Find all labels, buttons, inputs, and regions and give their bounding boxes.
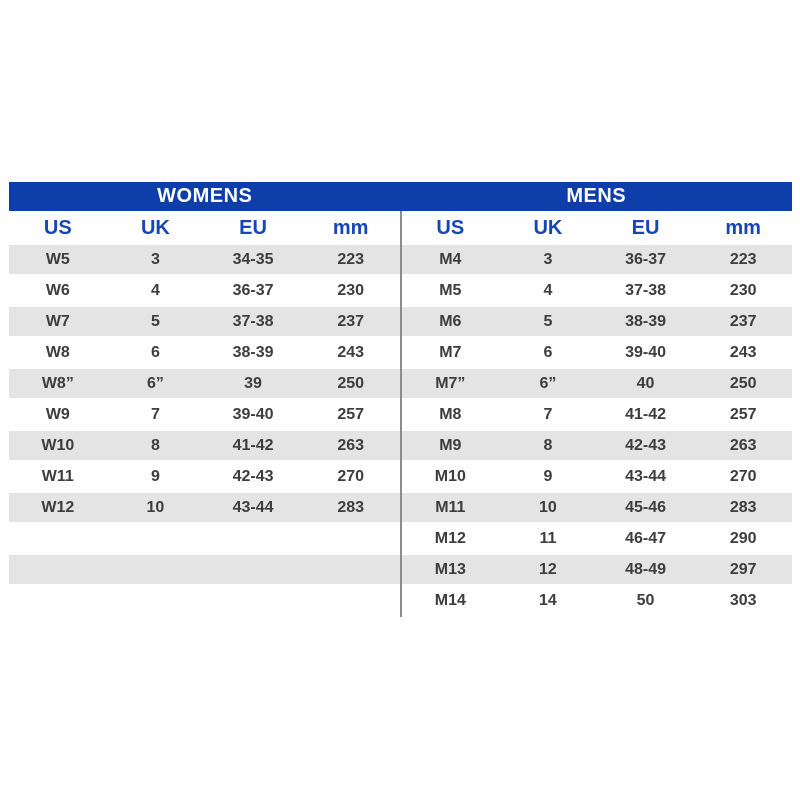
- mens-table-header: [402, 211, 793, 245]
- table-row: [402, 554, 793, 585]
- table-row: [9, 461, 400, 492]
- table-cell: [302, 554, 400, 585]
- column-header: US: [9, 211, 107, 245]
- table-cell: 243: [694, 337, 792, 368]
- column-header: mm: [302, 211, 400, 245]
- table-cell: W5: [9, 245, 107, 275]
- table-cell: 3: [107, 245, 205, 275]
- table-cell: 283: [302, 492, 400, 523]
- table-cell: [9, 554, 107, 585]
- table-cell: M13: [402, 554, 500, 585]
- table-cell: 6”: [499, 368, 597, 399]
- table-cell: 223: [694, 245, 792, 275]
- table-cell: 14: [499, 585, 597, 616]
- table-cell: 290: [694, 523, 792, 554]
- table-row: [9, 430, 400, 461]
- header-row: [9, 211, 400, 245]
- table-cell: M7: [402, 337, 500, 368]
- table-cell: 263: [694, 430, 792, 461]
- table-cell: 230: [302, 275, 400, 306]
- size-chart: [9, 182, 792, 617]
- table-cell: 38-39: [204, 337, 302, 368]
- mens-section-title: MENS: [566, 185, 627, 207]
- table-cell: M11: [402, 492, 500, 523]
- table-cell: 5: [499, 306, 597, 337]
- table-cell: W9: [9, 399, 107, 430]
- table-row: [402, 523, 793, 554]
- table-row: [9, 275, 400, 306]
- table-cell: 8: [107, 430, 205, 461]
- table-row: [402, 461, 793, 492]
- table-cell: 270: [694, 461, 792, 492]
- table-cell: M12: [402, 523, 500, 554]
- table-cell: 237: [302, 306, 400, 337]
- table-cell: 243: [302, 337, 400, 368]
- table-cell: 12: [499, 554, 597, 585]
- table-cell: M6: [402, 306, 500, 337]
- table-cell: 10: [499, 492, 597, 523]
- womens-table-header: [9, 211, 400, 245]
- table-cell: M5: [402, 275, 500, 306]
- mens-size-table: [402, 211, 793, 617]
- table-cell: 11: [499, 523, 597, 554]
- womens-table-body: [9, 245, 400, 616]
- table-row: [402, 245, 793, 275]
- table-cell: 6: [499, 337, 597, 368]
- table-cell: M14: [402, 585, 500, 616]
- table-row: [402, 306, 793, 337]
- table-row: [402, 368, 793, 399]
- table-cell: 45-46: [597, 492, 695, 523]
- table-cell: [204, 523, 302, 554]
- table-cell: M10: [402, 461, 500, 492]
- table-row: [402, 337, 793, 368]
- table-cell: 250: [694, 368, 792, 399]
- table-cell: 36-37: [204, 275, 302, 306]
- table-cell: 40: [597, 368, 695, 399]
- table-row: [9, 245, 400, 275]
- table-cell: 10: [107, 492, 205, 523]
- table-cell: W6: [9, 275, 107, 306]
- table-cell: 8: [499, 430, 597, 461]
- table-cell: [9, 585, 107, 616]
- table-row: [9, 554, 400, 585]
- table-cell: 7: [107, 399, 205, 430]
- table-cell: 3: [499, 245, 597, 275]
- table-cell: 46-47: [597, 523, 695, 554]
- table-row: [9, 306, 400, 337]
- column-header: mm: [694, 211, 792, 245]
- table-cell: M9: [402, 430, 500, 461]
- table-cell: 223: [302, 245, 400, 275]
- table-cell: 43-44: [597, 461, 695, 492]
- table-cell: 42-43: [204, 461, 302, 492]
- table-cell: M8: [402, 399, 500, 430]
- table-row: [9, 368, 400, 399]
- table-row: [402, 492, 793, 523]
- table-row: [9, 492, 400, 523]
- table-cell: 41-42: [597, 399, 695, 430]
- table-cell: [9, 523, 107, 554]
- table-cell: 4: [499, 275, 597, 306]
- mens-table-panel: [400, 211, 793, 617]
- table-cell: 39-40: [204, 399, 302, 430]
- table-cell: 34-35: [204, 245, 302, 275]
- column-header: EU: [204, 211, 302, 245]
- table-cell: 263: [302, 430, 400, 461]
- table-cell: 9: [107, 461, 205, 492]
- mens-table-body: [402, 245, 793, 616]
- table-cell: 237: [694, 306, 792, 337]
- table-cell: [204, 554, 302, 585]
- column-header: UK: [499, 211, 597, 245]
- table-cell: 230: [694, 275, 792, 306]
- womens-table-panel: [9, 211, 400, 617]
- table-row: [402, 399, 793, 430]
- table-cell: W12: [9, 492, 107, 523]
- table-cell: [204, 585, 302, 616]
- table-cell: 38-39: [597, 306, 695, 337]
- table-cell: 39: [204, 368, 302, 399]
- table-cell: 36-37: [597, 245, 695, 275]
- table-cell: 303: [694, 585, 792, 616]
- table-cell: 41-42: [204, 430, 302, 461]
- womens-section-title: WOMENS: [157, 185, 253, 207]
- table-row: [9, 585, 400, 616]
- table-cell: 37-38: [204, 306, 302, 337]
- table-cell: 250: [302, 368, 400, 399]
- table-row: [402, 275, 793, 306]
- table-cell: 6: [107, 337, 205, 368]
- column-header: EU: [597, 211, 695, 245]
- section-title-bar: [9, 182, 792, 211]
- table-cell: W10: [9, 430, 107, 461]
- table-row: [402, 430, 793, 461]
- table-cell: 50: [597, 585, 695, 616]
- table-cell: 6”: [107, 368, 205, 399]
- table-cell: W11: [9, 461, 107, 492]
- table-cell: 9: [499, 461, 597, 492]
- table-row: [9, 399, 400, 430]
- table-cell: M7”: [402, 368, 500, 399]
- table-cell: W8”: [9, 368, 107, 399]
- table-cell: [302, 523, 400, 554]
- table-row: [9, 523, 400, 554]
- column-header: US: [402, 211, 500, 245]
- table-cell: 257: [302, 399, 400, 430]
- table-cell: 297: [694, 554, 792, 585]
- table-cell: 4: [107, 275, 205, 306]
- womens-size-table: [9, 211, 400, 617]
- table-cell: 42-43: [597, 430, 695, 461]
- table-cell: 257: [694, 399, 792, 430]
- table-cell: 7: [499, 399, 597, 430]
- table-cell: [107, 523, 205, 554]
- table-cell: 5: [107, 306, 205, 337]
- table-cell: M4: [402, 245, 500, 275]
- table-row: [9, 337, 400, 368]
- table-cell: [302, 585, 400, 616]
- column-header: UK: [107, 211, 205, 245]
- table-cell: W7: [9, 306, 107, 337]
- table-cell: 48-49: [597, 554, 695, 585]
- table-row: [402, 585, 793, 616]
- table-cell: 37-38: [597, 275, 695, 306]
- table-cell: 39-40: [597, 337, 695, 368]
- table-cell: 270: [302, 461, 400, 492]
- table-cell: [107, 554, 205, 585]
- header-row: [402, 211, 793, 245]
- table-cell: 283: [694, 492, 792, 523]
- size-tables: [9, 211, 792, 617]
- table-cell: [107, 585, 205, 616]
- table-cell: W8: [9, 337, 107, 368]
- table-cell: 43-44: [204, 492, 302, 523]
